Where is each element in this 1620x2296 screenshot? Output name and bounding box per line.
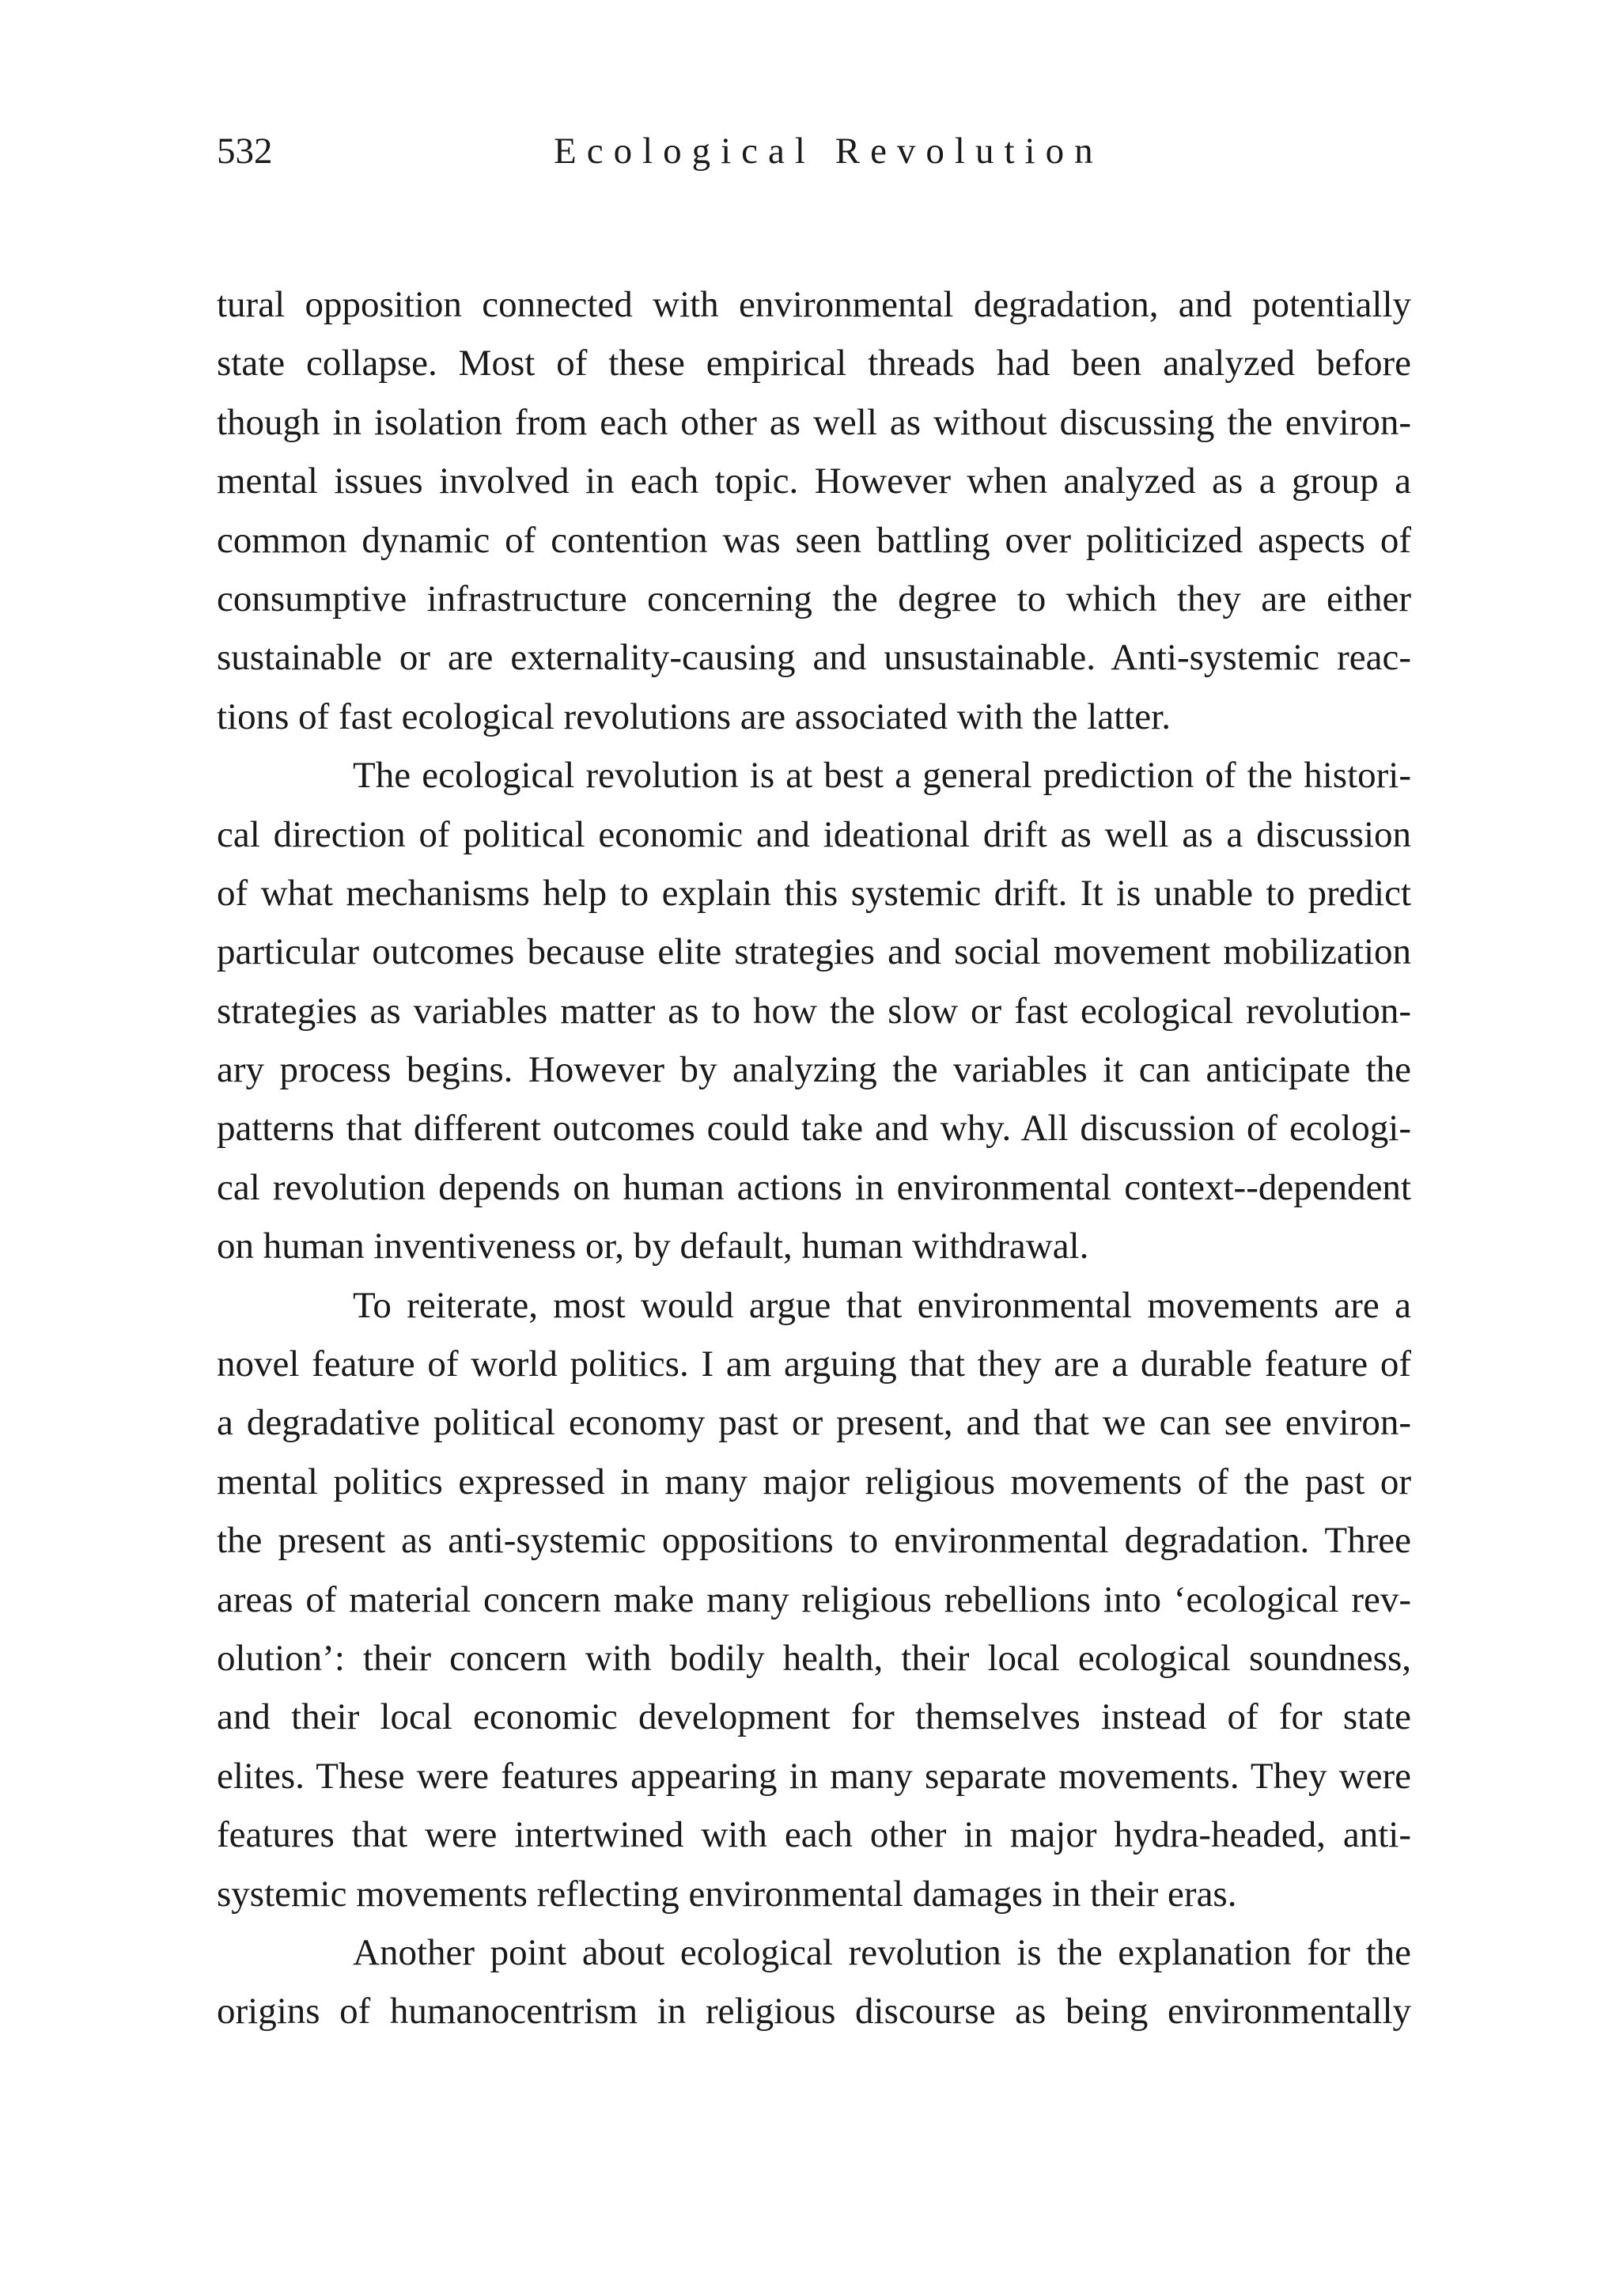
- text-line: features that were intertwined with each other in major hydra-headed, anti-: [217, 1814, 1411, 1856]
- text-line: cal revolution depends on human actions in environmental context--dependent: [217, 1166, 1411, 1208]
- running-head: Ecological Revolution: [554, 131, 1103, 172]
- text-line: tural opposition connected with environmental degradation, and potentially: [217, 284, 1411, 325]
- text-line: ary process begins. However by analyzing the variables it can anticipate the: [217, 1049, 1411, 1091]
- text-line: olution’: their concern with bodily health, their local ecological soundness,: [217, 1637, 1411, 1679]
- text-line: cal direction of political economic and ideational drift as well as a discussion: [217, 813, 1411, 855]
- text-line: tions of fast ecological revolutions are associated with the latter.: [217, 695, 1171, 737]
- text-line: mental politics expressed in many major religious movements of the past or: [217, 1461, 1411, 1502]
- body-text: [217, 275, 1411, 2041]
- text-line: particular outcomes because elite strategies and social movement mobilization: [217, 931, 1411, 973]
- text-line: though in isolation from each other as well as without discussing the environ-: [217, 401, 1411, 443]
- text-line: on human inventiveness or, by default, human withdrawal.: [217, 1226, 1089, 1267]
- text-line: patterns that different outcomes could take and why. All discussion of ecologi-: [217, 1108, 1411, 1150]
- text-line: and their local economic development for themselves instead of for state: [217, 1696, 1411, 1738]
- paragraph-first-line: To reiterate, most would argue that environmental movements are a: [353, 1284, 1411, 1326]
- text-line: sustainable or are externality-causing and unsustainable. Anti-systemic reac-: [217, 637, 1411, 679]
- paragraph-first-line: The ecological revolution is at best a general prediction of the histori-: [353, 755, 1411, 797]
- text-line: strategies as variables matter as to how the slow or fast ecological revolution-: [217, 990, 1411, 1032]
- text-line: of what mechanisms help to explain this systemic drift. It is unable to predict: [217, 872, 1411, 914]
- text-line: state collapse. Most of these empirical threads had been analyzed before: [217, 343, 1411, 385]
- text-line: common dynamic of contention was seen battling over politicized aspects of: [217, 519, 1411, 561]
- text-line: elites. These were features appearing in many separate movements. They were: [217, 1755, 1411, 1797]
- text-line: the present as anti-systemic oppositions to environmental degradation. Three: [217, 1520, 1411, 1562]
- text-line: systemic movements reflecting environmental damages in their eras.: [217, 1873, 1237, 1915]
- text-line: novel feature of world politics. I am arguing that they are a durable feature of: [217, 1343, 1411, 1385]
- text-line: origins of humanocentrism in religious discourse as being environmentally: [217, 1991, 1411, 2033]
- text-line: consumptive infrastructure concerning the degree to which they are either: [217, 578, 1411, 619]
- page-number: 532: [217, 131, 273, 172]
- text-line: mental issues involved in each topic. However when analyzed as a group a: [217, 460, 1411, 502]
- paragraph-first-line: Another point about ecological revolution is the explanation for the: [353, 1931, 1411, 1973]
- text-line: areas of material concern make many religious rebellions into ‘ecological rev-: [217, 1578, 1411, 1620]
- text-line: a degradative political economy past or present, and that we can see environ-: [217, 1402, 1411, 1444]
